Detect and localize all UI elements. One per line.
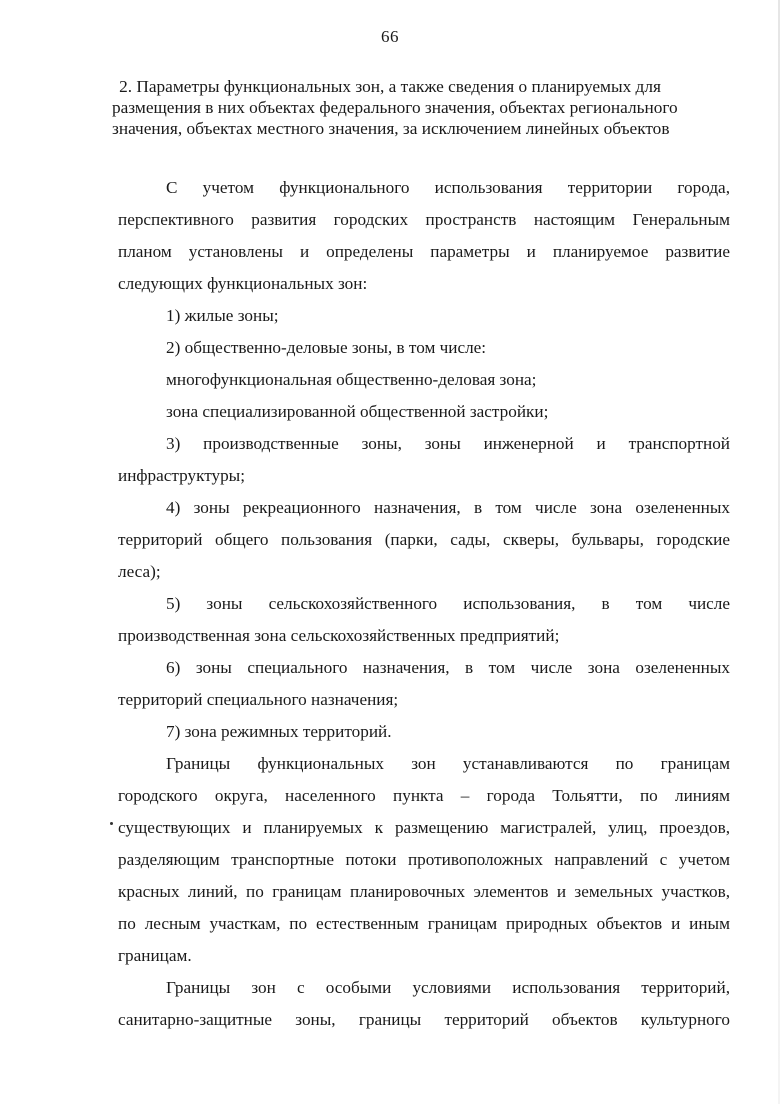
body-line: Границы функциональных зон устанавливаются по границам <box>166 754 730 773</box>
section-heading <box>112 76 678 139</box>
body-line: 3) производственные зоны, зоны инженерной и транспортной <box>166 434 730 453</box>
body-line: 4) зоны рекреационного назначения, в том числе зона озелененных <box>166 498 730 517</box>
body-line: зона специализированной общественной застройки; <box>166 402 549 421</box>
body-line: С учетом функционального использования территории города, <box>166 178 730 197</box>
body-line: красных линий, по границам планировочных элементов и земельных участков, <box>118 882 730 901</box>
body-line: 2) общественно-деловые зоны, в том числе: <box>166 338 487 357</box>
body-line: территорий общего пользования (парки, сады, скверы, бульвары, городские <box>118 530 730 549</box>
body-line: 5) зоны сельскохозяйственного использования, в том числе <box>166 594 730 613</box>
body-line: следующих функциональных зон: <box>118 274 368 293</box>
heading-line: размещения в них объектах федерального значения, объектах регионального <box>112 98 678 117</box>
body-line: Границы зон с особыми условиями использования территорий, <box>166 978 730 997</box>
body-line: многофункциональная общественно-деловая зона; <box>166 370 537 389</box>
body-line: по лесным участкам, по естественным границам природных объектов и иным <box>118 914 730 933</box>
heading-line: значения, объектах местного значения, за исключением линейных объектов <box>112 119 670 138</box>
body-line: планом установлены и определены параметры и планируемое развитие <box>118 242 730 261</box>
body-line: производственная зона сельскохозяйственных предприятий; <box>118 626 560 645</box>
body-text <box>118 172 730 1036</box>
heading-line: 2. Параметры функциональных зон, а также сведения о планируемых для <box>119 77 661 96</box>
body-line: санитарно-защитные зоны, границы территорий объектов культурного <box>118 1010 730 1029</box>
body-line: границам. <box>118 946 192 965</box>
body-line: разделяющим транспортные потоки противоположных направлений с учетом <box>118 850 730 869</box>
body-line: 7) зона режимных территорий. <box>166 722 392 741</box>
body-line: перспективного развития городских пространств настоящим Генеральным <box>118 210 730 229</box>
body-line: городского округа, населенного пункта – города Тольятти, по линиям <box>118 786 730 805</box>
body-line: леса); <box>118 562 161 581</box>
body-line: 1) жилые зоны; <box>166 306 279 325</box>
body-line: 6) зоны специального назначения, в том числе зона озелененных <box>166 658 730 677</box>
scan-speck <box>110 822 113 825</box>
page-number: 66 <box>381 27 399 46</box>
body-line: существующих и планируемых к размещению магистралей, улиц, проездов, <box>118 818 730 837</box>
body-line: инфраструктуры; <box>118 466 245 485</box>
body-line: территорий специального назначения; <box>118 690 399 709</box>
